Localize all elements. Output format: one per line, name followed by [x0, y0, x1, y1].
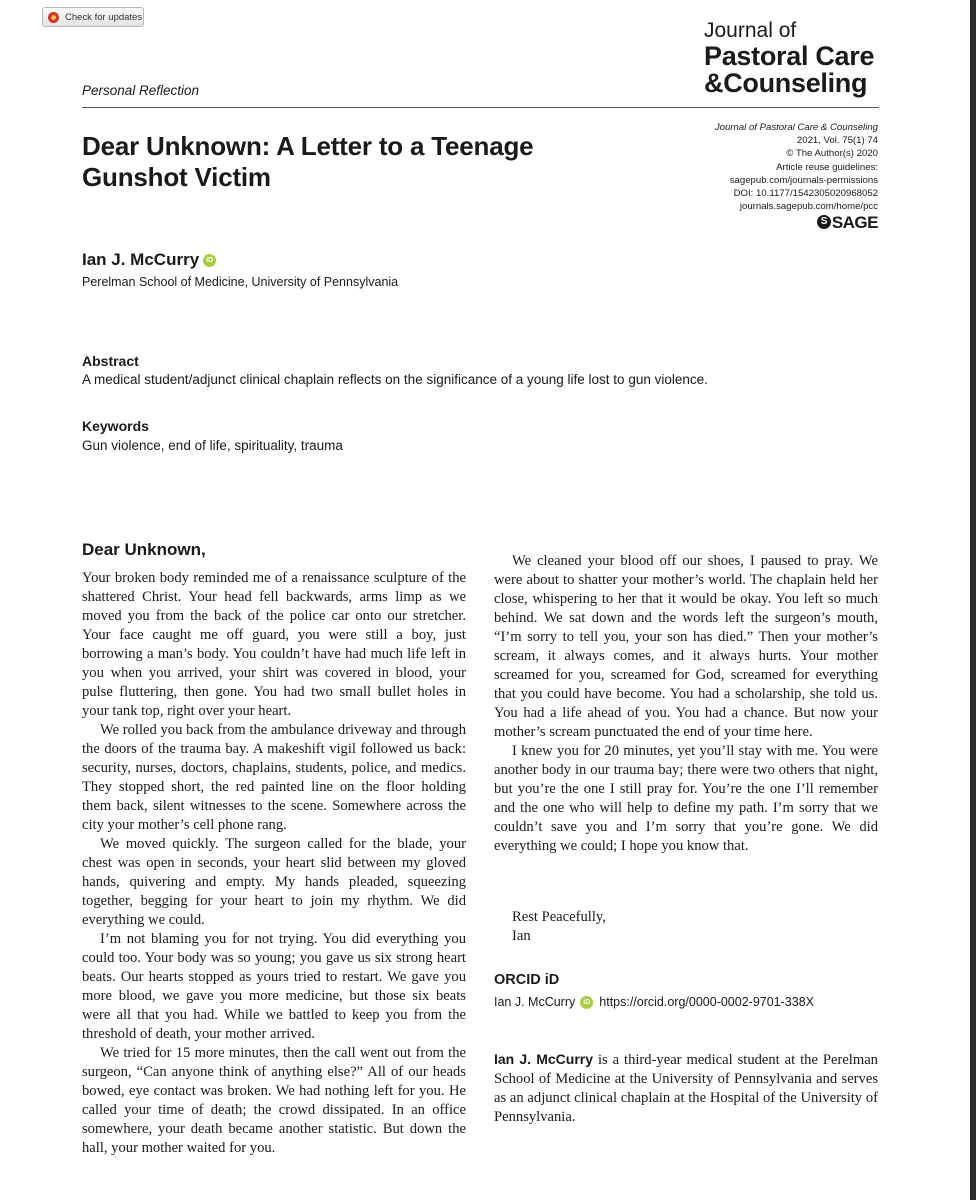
- letter-closing: [512, 908, 606, 946]
- publication-meta: [714, 121, 878, 232]
- author-name: [82, 250, 216, 270]
- keywords-heading: Keywords: [82, 418, 149, 434]
- meta-reuse-label: Article reuse guidelines:: [776, 161, 878, 173]
- journal-logo: [704, 20, 874, 97]
- bio-author-name: Ian J. McCurry: [494, 1051, 594, 1067]
- check-for-updates-button[interactable]: [42, 7, 144, 27]
- author-bio: [494, 1050, 878, 1127]
- meta-doi[interactable]: DOI: 10.1177/1542305020968052: [733, 188, 878, 200]
- header-divider: [82, 107, 879, 108]
- orcid-icon[interactable]: iD: [203, 254, 216, 267]
- meta-journal: Journal of Pastoral Care & Counseling: [714, 122, 878, 133]
- article-category: Personal Reflection: [82, 83, 200, 98]
- body-paragraph: We rolled you back from the ambulance driveway and through the doors of the trauma bay. A makeshift vigil followed us back: security, nurses, doctors, chaplains, students, police, and medics. They stopped short, the red painted line on the floor holding them back, silent witnesses to the scene. Somewhere across the city your mother’s cell phone rang.: [82, 722, 466, 833]
- publisher-logo: [817, 212, 878, 232]
- author-affiliation: Perelman School of Medicine, University of Pennsylvania: [82, 275, 399, 289]
- orcid-icon: iD: [580, 996, 593, 1009]
- body-paragraph: We cleaned your blood off our shoes, I paused to pray. We were about to shatter your mother’s world. The chaplain held her close, whispering to her that it would be okay. You left so much behind. We sat down and the words left the surgeon’s mouth, “I’m sorry to tell you, your son has died.” Then your mother’s scream, it always comes, and it always hurts. Your mother screamed for you, screamed for God, screamed for everything that you could have become. You had a scholarship, she told us. You had a life ahead of you. You had a chance. But now your mother’s scream punctuated the end of your time here.: [494, 553, 878, 740]
- meta-copyright: © The Author(s) 2020: [786, 148, 878, 160]
- page-edge: [970, 0, 976, 1200]
- bio-text: is a third-year medical student at the Perelman School of Medicine at the University of Pennsylvania and serves as an adjunct clinical chaplain at the Hospital of the University of Pennsylvania.: [494, 1052, 878, 1125]
- journal-logo-line3: &Counseling: [704, 68, 868, 98]
- orcid-link[interactable]: https://orcid.org/0000-0002-9701-338X: [599, 995, 814, 1009]
- meta-home-link[interactable]: journals.sagepub.com/home/pcc: [739, 201, 878, 213]
- check-for-updates-label: Check for updates: [65, 11, 143, 23]
- orcid-author-name: Ian J. McCurry: [494, 995, 576, 1009]
- sage-logo-icon: S: [817, 215, 831, 229]
- meta-reuse-link[interactable]: sagepub.com/journals-permissions: [729, 174, 878, 186]
- journal-logo-line1: Journal of: [704, 19, 797, 42]
- abstract-heading: Abstract: [82, 353, 139, 369]
- body-paragraph: We tried for 15 more minutes, then the call went out from the surgeon, “Can anyone think of anything else?” All of our heads bowed, eye contact was broken. We had nothing left for you. He called your time of death; the crowd dissipated. In an office somewhere, your death became another statistic. But down the hall, your mother waited for you.: [82, 1045, 466, 1156]
- letter-salutation: Dear Unknown,: [82, 540, 206, 559]
- journal-logo-line2: Pastoral Care: [704, 41, 875, 71]
- closing-signature: Ian: [512, 928, 531, 944]
- body-paragraph: We moved quickly. The surgeon called for the blade, your chest was open in seconds, your heart slid between my gloved hands, quivering and empty. My hands pleaded, squeezing together, begging for your heart to join my rhythm. We did everything we could.: [82, 836, 466, 928]
- orcid-entry: [494, 995, 814, 1009]
- closing-line: Rest Peacefully,: [512, 909, 606, 925]
- orcid-heading: ORCID iD: [494, 972, 560, 988]
- keywords-text: Gun violence, end of life, spirituality, trauma: [82, 438, 343, 453]
- body-paragraph: I knew you for 20 minutes, yet you’ll stay with me. You were another body in our trauma bay; there were two others that night, but you’re the one I still pray for. You’re the one I’ll remember and the one who will help to define my path. I’m sorry that we couldn’t save you and I’m sorry that you’re gone. We did everything we could; I hope you know that.: [494, 743, 878, 854]
- body-column-left: [82, 569, 466, 1158]
- publisher-name: SAGE: [831, 212, 878, 232]
- meta-volume: 2021, Vol. 75(1) 74: [796, 135, 878, 147]
- crossmark-icon: [48, 12, 59, 23]
- author-name-text: Ian J. McCurry: [82, 250, 200, 269]
- article-title: Dear Unknown: A Letter to a Teenage Gunshot Victim: [82, 131, 534, 192]
- body-paragraph: I’m not blaming you for not trying. You did everything you could too. Your body was so young; you gave us six strong heart beats. Our hearts stopped as yours tried to restart. We gave you more blood, we gave you more medicine, but those six beats were all that you had. While we battled to keep you from the threshold of death, your mother arrived.: [82, 931, 466, 1042]
- body-column-right: [494, 552, 878, 856]
- body-paragraph: Your broken body reminded me of a renaissance sculpture of the shattered Christ. Your head fell backwards, arms limp as we moved you from the back of the police car onto our stretcher. Your face caught me off guard, you were still a boy, just borrowing a man’s body. You couldn’t have had much life left in you when you arrived, your shirt was covered in blood, your pulse fluttering, then gone. You had two small bullet holes in your tank top, right over your heart.: [82, 570, 466, 719]
- abstract-text: A medical student/adjunct clinical chaplain reflects on the significance of a young life lost to gun violence.: [82, 372, 708, 387]
